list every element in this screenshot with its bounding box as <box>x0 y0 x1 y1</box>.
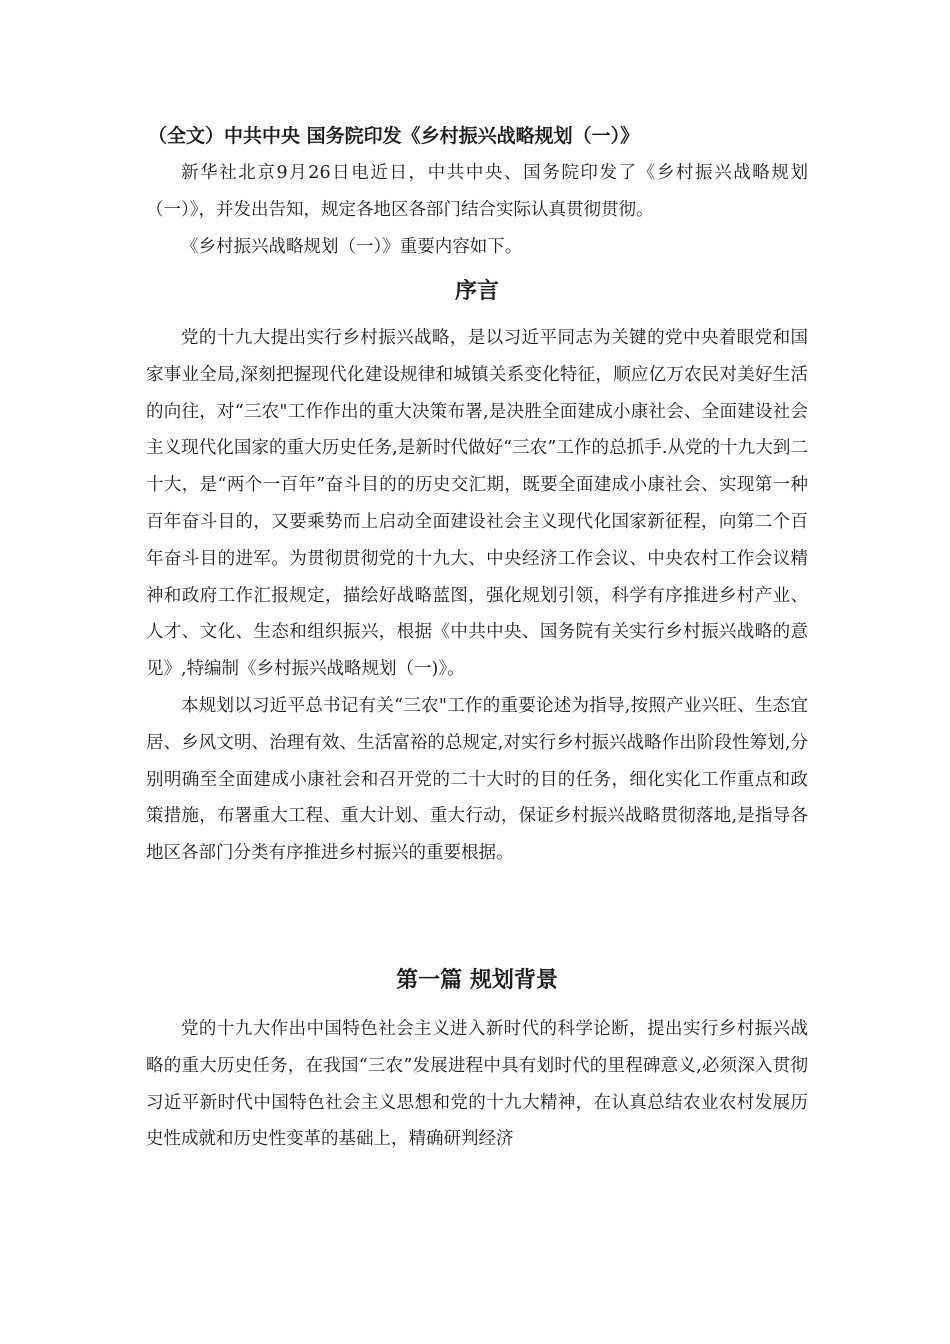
document-title: （全文）中共中央 国务院印发《乡村振兴战略规划（一）》 <box>148 125 640 147</box>
section-heading-preface: 序言 <box>454 279 499 304</box>
section-body-part-one <box>146 1011 808 1158</box>
section-heading-part-one: 第一篇 规划背景 <box>396 968 558 993</box>
intro-paragraph: 《乡村振兴战略规划（一）》重要内容如下。 <box>181 237 523 257</box>
intro-block <box>146 155 808 266</box>
body-paragraph: 本规划以习近平总书记有关“三农"工作的重要论述为指导,按照产业兴旺、生态宜居、乡风文明、治理有效、生活富裕的总规定,对实行乡村振兴战略作出阶段性筹划,分别明确至全面建成小康社会和召开党的二十大时的目的任务，细化实化工作重点和政策措施，布署重大工程、重大计划、重大行动，保证乡村振兴战略贯彻落地,是指导各地区各部门分类有序推进乡村振兴的重要根据。 <box>146 695 808 864</box>
body-paragraph: 党的十九大提出实行乡村振兴战略，是以习近平同志为关键的党中央着眼党和国家事业全局,深刻把握现代化建设规律和城镇关系变化特征，顺应亿万农民对美好生活的向往，对“三农"工作作出的重大决策布署,是决胜全面建成小康社会、全面建设社会主义现代化国家的重大历史任务,是新时代做好“三农”工作的总抓手.从党的十九大到二十大，是“两个一百年”奋斗目的的历史交汇期，既要全面建成小康社会、实现第一种百年奋斗目的，又要乘势而上启动全面建设社会主义现代化国家新征程，向第二个百年奋斗目的进军。为贯彻贯彻党的十九大、中央经济工作会议、中央农村工作会议精神和政府工作汇报规定，描绘好战略蓝图，强化规划引领，科学有序推进乡村产业、人才、文化、生态和组织振兴，根据《中共中央、国务院有关实行乡村振兴战略的意见》,特编制《乡村振兴战略规划（一)》。 <box>146 328 808 680</box>
body-paragraph: 党的十九大作出中国特色社会主义进入新时代的科学论断，提出实行乡村振兴战略的重大历史任务，在我国“三农”发展进程中具有划时代的里程碑意义,必须深入贯彻习近平新时代中国特色社会主义思想和党的十九大精神，在认真总结农业农村发展历史性成就和历史性变革的基础上，精确研判经济 <box>146 1019 808 1150</box>
intro-paragraph: 新华社北京9月26日电近日，中共中央、国务院印发了《乡村振兴战略规划（一）》，并发出告知，规定各地区各部门结合实际认真贯彻贯彻。 <box>146 163 808 220</box>
section-body-preface <box>146 320 808 872</box>
